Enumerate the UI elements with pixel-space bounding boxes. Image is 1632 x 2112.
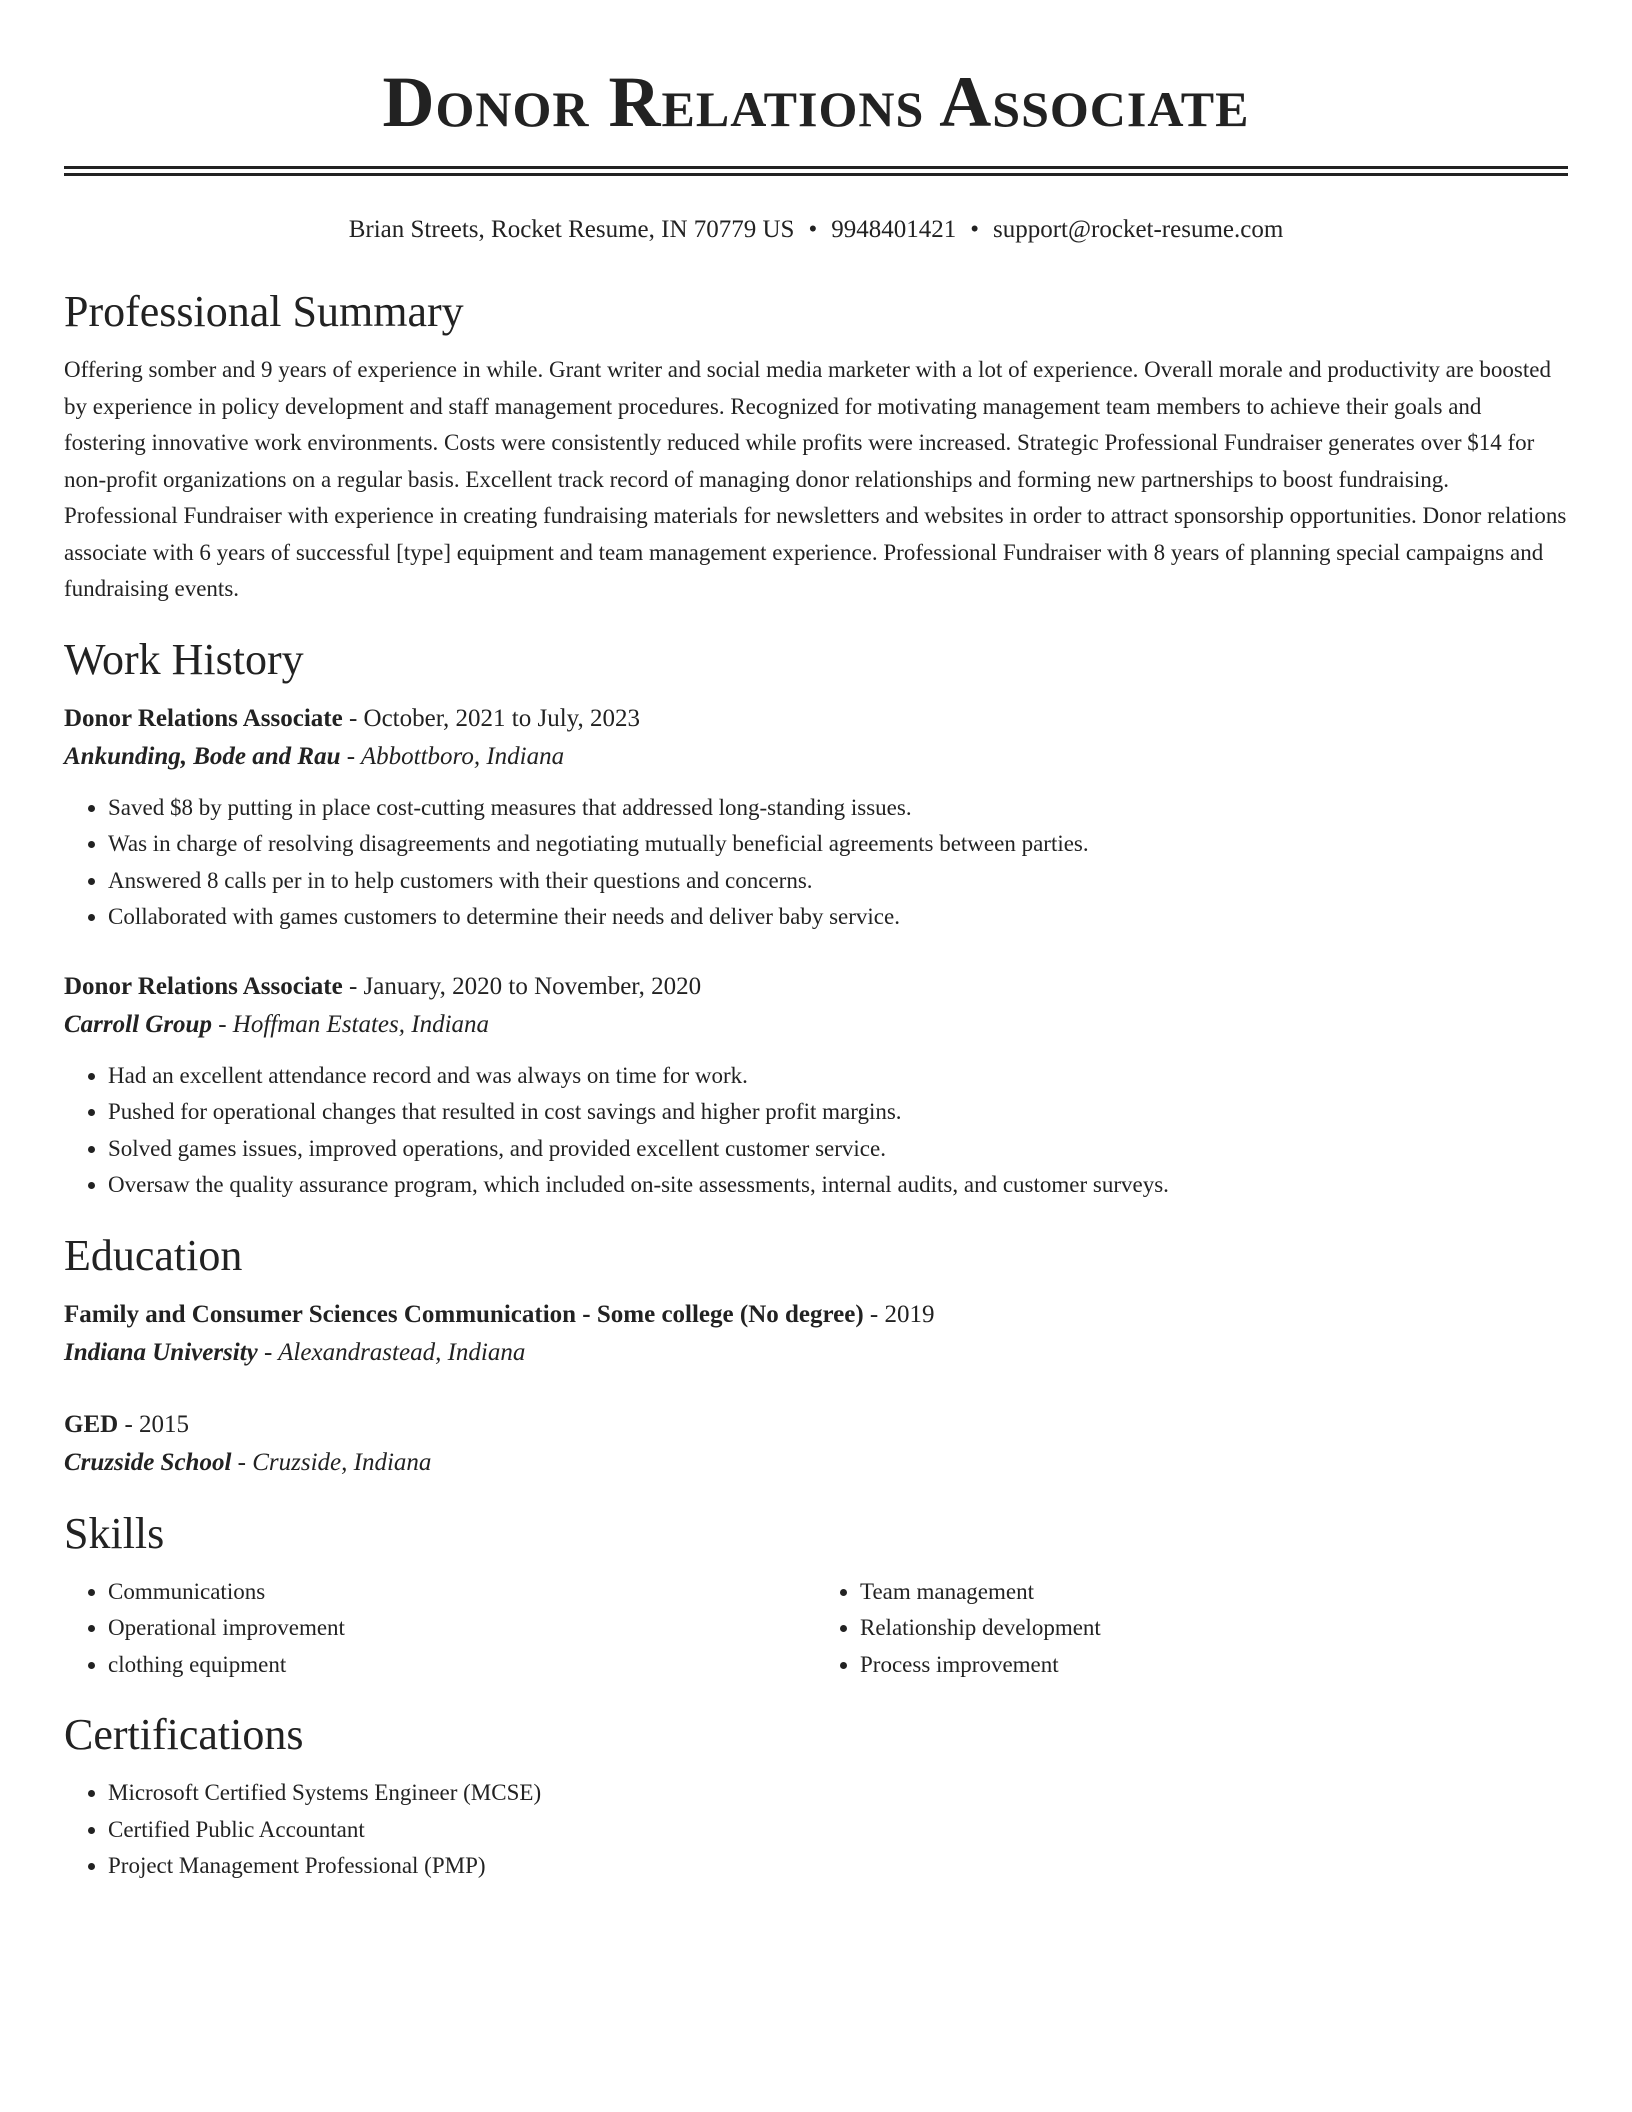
education-school: Indiana University <box>64 1338 258 1366</box>
resume-title: Donor Relations Associate <box>382 62 1250 142</box>
certification-item: • Project Management Professional (PMP) <box>108 1848 1568 1885</box>
education-degree-line <box>64 1296 1568 1334</box>
job-location: - Hoffman Estates, Indiana <box>211 1010 490 1038</box>
job-dates: - January, 2020 to November, 2020 <box>342 972 702 1000</box>
job-company: Ankunding, Bode and Rau <box>64 742 341 770</box>
education-location: - Cruzside, Indiana <box>231 1448 432 1476</box>
education-location: - Alexandrastead, Indiana <box>257 1338 526 1366</box>
job-bullet: • Solved games issues, improved operations, and provided excellent customer service. <box>108 1131 1568 1168</box>
job-bullet: • Had an excellent attendance record and was always on time for work. <box>108 1058 1568 1095</box>
education-degree: GED <box>64 1410 119 1438</box>
job-bullets <box>64 790 1568 936</box>
skill-item: • Team management <box>860 1574 1568 1611</box>
education-heading: Education <box>64 1230 243 1280</box>
job-bullet: • Collaborated with games customers to determine their needs and deliver baby service. <box>108 899 1568 936</box>
job-company: Carroll Group <box>64 1010 212 1038</box>
job-location: - Abbottboro, Indiana <box>340 742 565 770</box>
summary-heading: Professional Summary <box>64 287 464 336</box>
education-year: - 2019 <box>863 1300 935 1328</box>
contact-address: Brian Streets, Rocket Resume, IN 70779 US <box>348 216 795 243</box>
skills-column-left <box>64 1574 816 1684</box>
job-company-line <box>64 738 1568 776</box>
title-double-rule <box>64 166 1568 176</box>
job-title-line <box>64 968 1568 1006</box>
certifications-heading: Certifications <box>64 1710 304 1759</box>
skill-item: • clothing equipment <box>108 1647 816 1684</box>
contact-line <box>64 214 1568 246</box>
job-bullets <box>64 1058 1568 1204</box>
certification-item: • Certified Public Accountant <box>108 1812 1568 1849</box>
job-role: Donor Relations Associate <box>64 704 343 732</box>
skill-item: • Operational improvement <box>108 1610 816 1647</box>
skills-column-right <box>816 1574 1568 1684</box>
education-degree-line <box>64 1406 1568 1444</box>
summary-text: Offering somber and 9 years of experience in while. Grant writer and social media marketer with a lot of experience. Overall morale and productivity are boosted by experience in policy development and staff management procedures. Recognized for motivating management team members to achieve their goals and fostering innovative work environments. Costs were consistently reduced while profits were increased. Strategic Professional Fundraiser generates over $14 for non-profit organizations on a regular basis. Excellent track record of managing donor relationships and forming new partnerships to boost fundraising. Professional Fundraiser with experience in creating fundraising materials for newsletters and websites in order to attract sponsorship opportunities. Donor relations associate with 6 years of successful [type] equipment and team management experience. Professional Fundraiser with 8 years of planning special campaigns and fundraising events. <box>64 357 1567 601</box>
contact-email: support@rocket-resume.com <box>993 216 1284 243</box>
job-role: Donor Relations Associate <box>64 972 343 1000</box>
education-degree: Family and Consumer Sciences Communication - Some college (No degree) <box>64 1300 864 1328</box>
job-bullet: • Oversaw the quality assurance program, which included on-site assessments, internal audits, and customer surveys. <box>108 1167 1568 1204</box>
skill-item: • Relationship development <box>860 1610 1568 1647</box>
contact-phone: 9948401421 <box>831 216 957 243</box>
certification-item: • Microsoft Certified Systems Engineer (MCSE) <box>108 1775 1568 1812</box>
job-company-line <box>64 1006 1568 1044</box>
skill-item: • Process improvement <box>860 1647 1568 1684</box>
contact-separator: • <box>970 216 979 243</box>
education-entry <box>64 1296 1568 1372</box>
skills-grid <box>64 1574 1568 1684</box>
skills-heading: Skills <box>64 1508 165 1558</box>
job-dates: - October, 2021 to July, 2023 <box>342 704 641 732</box>
education-school-line <box>64 1334 1568 1372</box>
job-bullet: • Pushed for operational changes that resulted in cost savings and higher profit margins. <box>108 1094 1568 1131</box>
contact-separator: • <box>808 216 818 243</box>
job-bullet: • Was in charge of resolving disagreements and negotiating mutually beneficial agreements between parties. <box>108 826 1568 863</box>
job-bullet: • Answered 8 calls per in to help customers with their questions and concerns. <box>108 863 1568 900</box>
job-entry <box>64 968 1568 1204</box>
job-entry <box>64 700 1568 936</box>
education-year: - 2015 <box>118 1410 190 1438</box>
education-entry <box>64 1406 1568 1482</box>
work-history-heading: Work History <box>64 634 304 684</box>
certifications-list <box>64 1775 1568 1885</box>
education-school-line <box>64 1444 1568 1482</box>
job-title-line <box>64 700 1568 738</box>
job-bullet: • Saved $8 by putting in place cost-cutting measures that addressed long-standing issues. <box>108 790 1568 827</box>
skill-item: • Communications <box>108 1574 816 1611</box>
education-school: Cruzside School <box>64 1448 232 1476</box>
